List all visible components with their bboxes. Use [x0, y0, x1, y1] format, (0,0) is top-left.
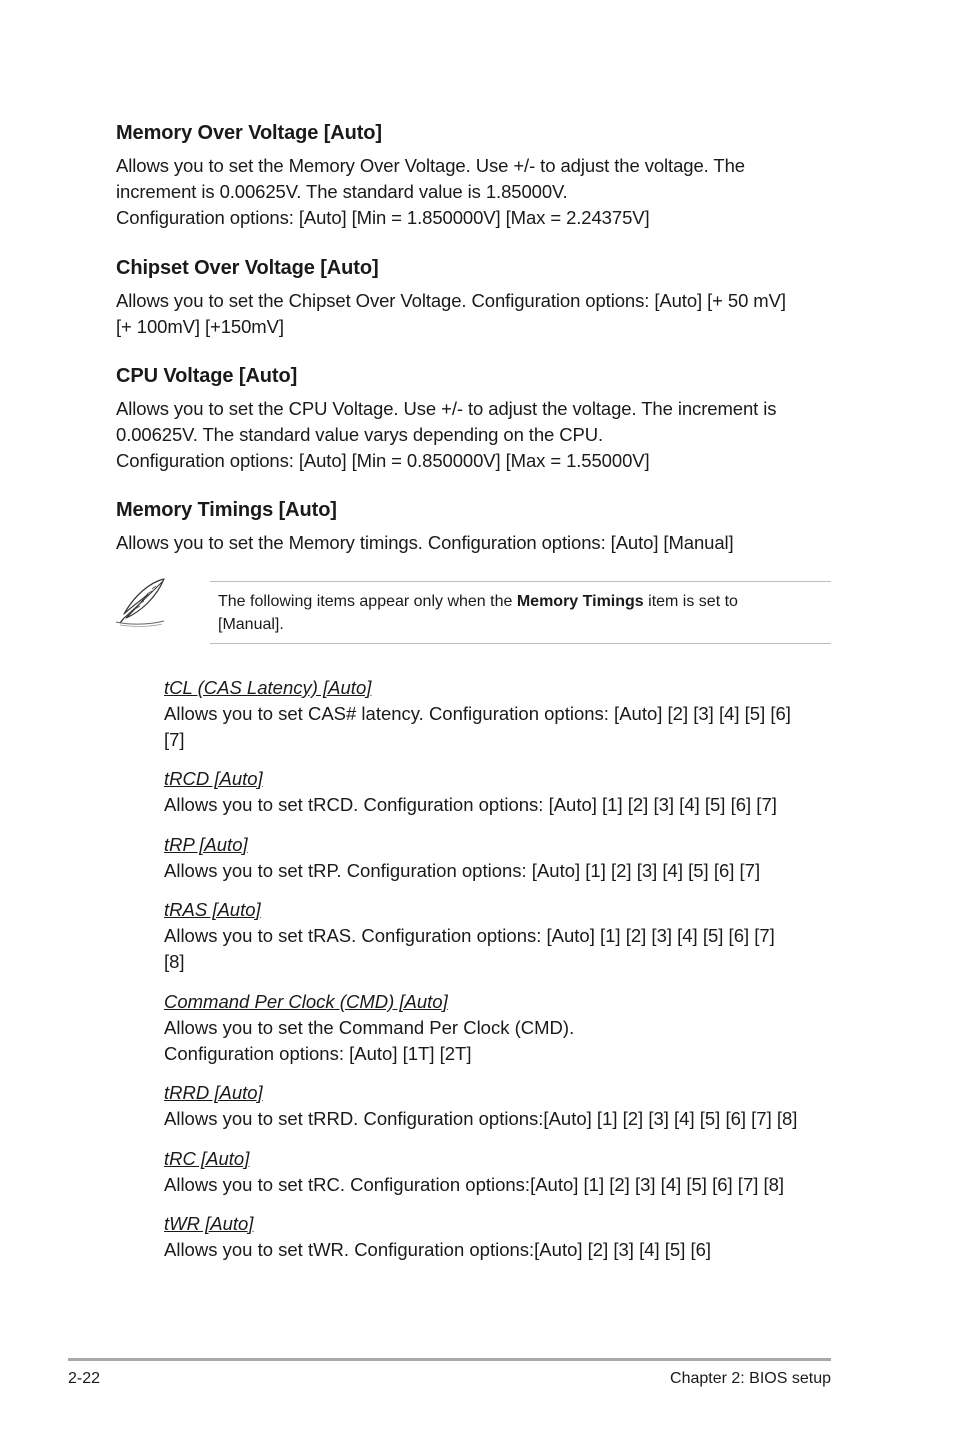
subitem-title-twr: tWR [Auto] — [164, 1213, 254, 1234]
section-title-chipset-over-voltage: Chipset Over Voltage [Auto] — [116, 257, 379, 279]
subitem-desc-tcl: Allows you to set CAS# latency. Configuration options: [Auto] [2] [3] [4] [5] [6] [7] — [164, 703, 791, 750]
subitem-title-trrd: tRRD [Auto] — [164, 1082, 263, 1103]
section-body-chipset-over-voltage: Allows you to set the Chipset Over Voltage. Configuration options: [Auto] [+ 50 mV] [+ 100mV] [+150mV] — [116, 290, 786, 337]
subitem-desc-tras: Allows you to set tRAS. Configuration options: [Auto] [1] [2] [3] [4] [5] [6] [7] [8] — [164, 925, 775, 972]
note-text-before: The following items appear only when the — [218, 593, 517, 610]
note-text-after: item is set to — [643, 593, 738, 610]
section-body-memory-over-voltage: Allows you to set the Memory Over Voltage. Use +/- to adjust the voltage. The increment is 0.00625V. The standard value is 1.85000V. Configuration options: [Auto] [Min = 1.850000V] [Max = 2.24375V] — [116, 155, 745, 228]
footer-divider — [68, 1358, 831, 1361]
note-bottom-divider — [210, 643, 831, 644]
feather-pen-icon — [112, 576, 170, 628]
subitem-title-trp: tRP [Auto] — [164, 834, 248, 855]
section-body-memory-timings: Allows you to set the Memory timings. Configuration options: [Auto] [Manual] — [116, 532, 734, 553]
note-top-divider — [210, 581, 831, 582]
subitem-title-tras: tRAS [Auto] — [164, 899, 261, 920]
subitem-title-tcl: tCL (CAS Latency) [Auto] — [164, 677, 372, 698]
section-title-cpu-voltage: CPU Voltage [Auto] — [116, 365, 298, 387]
subitem-desc-trc: Allows you to set tRC. Configuration options:[Auto] [1] [2] [3] [4] [5] [6] [7] [8] — [164, 1174, 785, 1195]
subitem-title-trc: tRC [Auto] — [164, 1148, 250, 1169]
subitem-desc-trrd: Allows you to set tRRD. Configuration options:[Auto] [1] [2] [3] [4] [5] [6] [7] [8] — [164, 1108, 798, 1129]
chapter-label: Chapter 2: BIOS setup — [670, 1370, 831, 1387]
subitem-desc-trcd: Allows you to set tRCD. Configuration options: [Auto] [1] [2] [3] [4] [5] [6] [7] — [164, 794, 777, 815]
subitem-desc-twr: Allows you to set tWR. Configuration options:[Auto] [2] [3] [4] [5] [6] — [164, 1239, 712, 1260]
subitem-desc-cmd: Allows you to set the Command Per Clock (CMD). Configuration options: [Auto] [1T] [2T] — [164, 1017, 575, 1064]
note-text-bold: Memory Timings — [516, 593, 644, 610]
subitem-desc-trp: Allows you to set tRP. Configuration options: [Auto] [1] [2] [3] [4] [5] [6] [7] — [164, 860, 761, 881]
note-text-line2: [Manual]. — [218, 616, 284, 633]
note-text — [218, 590, 828, 636]
subitem-title-cmd: Command Per Clock (CMD) [Auto] — [164, 991, 448, 1012]
section-body-cpu-voltage: Allows you to set the CPU Voltage. Use +/- to adjust the voltage. The increment is 0.00625V. The standard value varys depending on the CPU. Configuration options: [Auto] [Min = 0.850000V] [Max = 1.55000V] — [116, 398, 777, 471]
subitem-title-trcd: tRCD [Auto] — [164, 768, 263, 789]
page-number: 2-22 — [68, 1370, 101, 1387]
section-title-memory-timings: Memory Timings [Auto] — [116, 499, 337, 521]
section-title-memory-over-voltage: Memory Over Voltage [Auto] — [116, 122, 382, 144]
